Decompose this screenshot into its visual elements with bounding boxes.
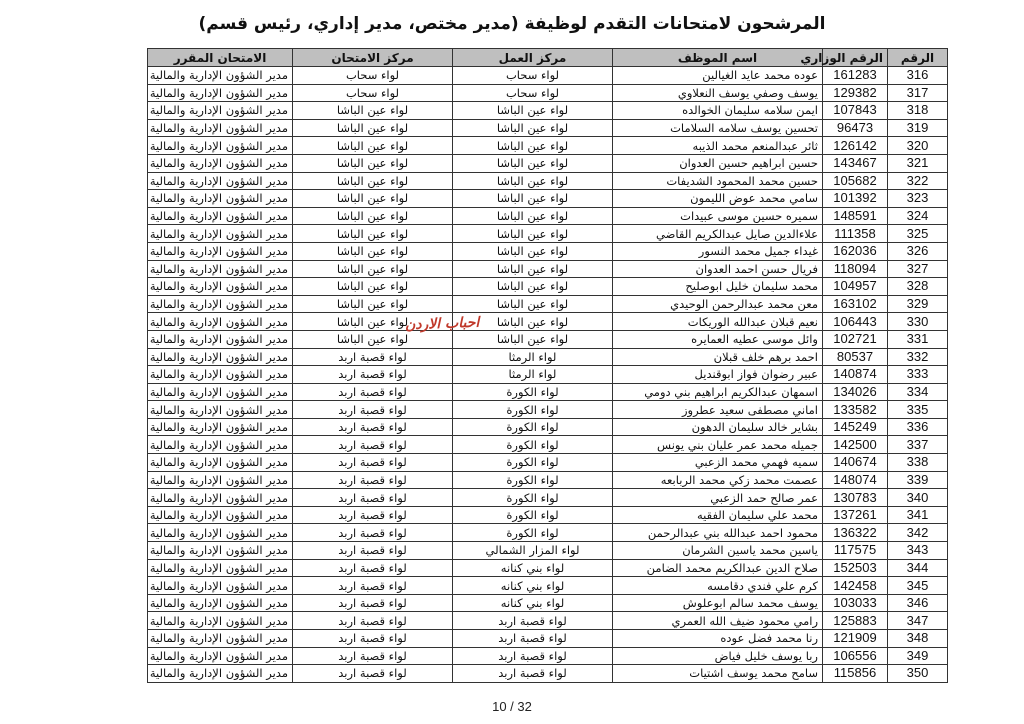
- employee-name-cell: رنا محمد فضل عوده: [613, 630, 823, 648]
- ministry-id-cell: 148074: [823, 471, 888, 489]
- table-row: [148, 366, 948, 384]
- work-center-cell: لواء الكورة: [453, 489, 613, 507]
- table-row: [148, 137, 948, 155]
- header-work-center: مركز العمل: [453, 49, 613, 67]
- employee-name-cell: ربا يوسف خليل فياض: [613, 647, 823, 665]
- ministry-id-cell: 104957: [823, 278, 888, 296]
- scheduled-exam-cell: مدير الشؤون الإدارية والمالية: [148, 172, 293, 190]
- scheduled-exam-cell: مدير الشؤون الإدارية والمالية: [148, 313, 293, 331]
- exam-center-cell: لواء عين الباشا: [293, 137, 453, 155]
- table-row: [148, 278, 948, 296]
- employee-name-cell: محمود احمد عبدالله بني عبدالرحمن: [613, 524, 823, 542]
- row-number-cell: 321: [888, 154, 948, 172]
- row-number-cell: 348: [888, 630, 948, 648]
- exam-center-cell: لواء قصبة اربد: [293, 542, 453, 560]
- work-center-cell: لواء عين الباشا: [453, 154, 613, 172]
- employee-name-cell: غيداء جميل محمد النسور: [613, 242, 823, 260]
- scheduled-exam-cell: مدير الشؤون الإدارية والمالية: [148, 84, 293, 102]
- employee-name-cell: عمر صالح حمد الزعبي: [613, 489, 823, 507]
- ministry-id-cell: 106556: [823, 647, 888, 665]
- exam-center-cell: لواء قصبة اربد: [293, 366, 453, 384]
- table-row: [148, 260, 948, 278]
- row-number-cell: 344: [888, 559, 948, 577]
- scheduled-exam-cell: مدير الشؤون الإدارية والمالية: [148, 542, 293, 560]
- table-row: [148, 154, 948, 172]
- header-scheduled-exam: الامتحان المقرر: [148, 49, 293, 67]
- exam-center-cell: لواء قصبة اربد: [293, 559, 453, 577]
- table-row: [148, 612, 948, 630]
- header-employee-name: اسم الموظف: [613, 49, 823, 67]
- table-body: [148, 67, 948, 683]
- row-number-cell: 345: [888, 577, 948, 595]
- table-row: [148, 401, 948, 419]
- table-row: [148, 594, 948, 612]
- scheduled-exam-cell: مدير الشؤون الإدارية والمالية: [148, 242, 293, 260]
- work-center-cell: لواء بني كنانه: [453, 594, 613, 612]
- row-number-cell: 316: [888, 67, 948, 85]
- work-center-cell: لواء الرمثا: [453, 348, 613, 366]
- ministry-id-cell: 125883: [823, 612, 888, 630]
- scheduled-exam-cell: مدير الشؤون الإدارية والمالية: [148, 137, 293, 155]
- scheduled-exam-cell: مدير الشؤون الإدارية والمالية: [148, 225, 293, 243]
- scheduled-exam-cell: مدير الشؤون الإدارية والمالية: [148, 594, 293, 612]
- row-number-cell: 342: [888, 524, 948, 542]
- employee-name-cell: عبير رضوان فواز ابوقنديل: [613, 366, 823, 384]
- work-center-cell: لواء سحاب: [453, 84, 613, 102]
- ministry-id-cell: 103033: [823, 594, 888, 612]
- employee-name-cell: اماني مصطفى سعيد عطروز: [613, 401, 823, 419]
- table-row: [148, 454, 948, 472]
- table-row: [148, 313, 948, 331]
- ministry-id-cell: 134026: [823, 383, 888, 401]
- ministry-id-cell: 121909: [823, 630, 888, 648]
- employee-name-cell: محمد سليمان خليل ابوصليح: [613, 278, 823, 296]
- work-center-cell: لواء الكورة: [453, 401, 613, 419]
- ministry-id-cell: 115856: [823, 665, 888, 683]
- employee-name-cell: فريال حسن احمد العدوان: [613, 260, 823, 278]
- table-row: [148, 348, 948, 366]
- scheduled-exam-cell: مدير الشؤون الإدارية والمالية: [148, 630, 293, 648]
- ministry-id-cell: 140674: [823, 454, 888, 472]
- exam-center-cell: لواء عين الباشا: [293, 242, 453, 260]
- ministry-id-cell: 163102: [823, 295, 888, 313]
- row-number-cell: 328: [888, 278, 948, 296]
- employee-name-cell: حسين محمد المحمود الشديفات: [613, 172, 823, 190]
- work-center-cell: لواء الرمثا: [453, 366, 613, 384]
- exam-center-cell: لواء قصبة اربد: [293, 401, 453, 419]
- row-number-cell: 336: [888, 418, 948, 436]
- exam-center-cell: لواء سحاب: [293, 67, 453, 85]
- ministry-id-cell: 80537: [823, 348, 888, 366]
- scheduled-exam-cell: مدير الشؤون الإدارية والمالية: [148, 383, 293, 401]
- row-number-cell: 317: [888, 84, 948, 102]
- ministry-id-cell: 140874: [823, 366, 888, 384]
- employee-name-cell: وائل موسى عطيه العمايره: [613, 330, 823, 348]
- row-number-cell: 340: [888, 489, 948, 507]
- scheduled-exam-cell: مدير الشؤون الإدارية والمالية: [148, 401, 293, 419]
- exam-center-cell: لواء قصبة اربد: [293, 436, 453, 454]
- table-row: [148, 172, 948, 190]
- row-number-cell: 318: [888, 102, 948, 120]
- exam-center-cell: لواء عين الباشا: [293, 102, 453, 120]
- row-number-cell: 339: [888, 471, 948, 489]
- employee-name-cell: سامح محمد يوسف اشتيات: [613, 665, 823, 683]
- work-center-cell: لواء الكورة: [453, 506, 613, 524]
- exam-center-cell: لواء عين الباشا: [293, 260, 453, 278]
- table-row: [148, 295, 948, 313]
- work-center-cell: لواء الكورة: [453, 436, 613, 454]
- scheduled-exam-cell: مدير الشؤون الإدارية والمالية: [148, 154, 293, 172]
- table-row: [148, 489, 948, 507]
- exam-center-cell: لواء سحاب: [293, 84, 453, 102]
- employee-name-cell: رامي محمود ضيف الله العمري: [613, 612, 823, 630]
- ministry-id-cell: 142458: [823, 577, 888, 595]
- row-number-cell: 343: [888, 542, 948, 560]
- employee-name-cell: يوسف محمد سالم ابوعلوش: [613, 594, 823, 612]
- work-center-cell: لواء عين الباشا: [453, 295, 613, 313]
- ministry-id-cell: 148591: [823, 207, 888, 225]
- work-center-cell: لواء سحاب: [453, 67, 613, 85]
- employee-name-cell: معن محمد عبدالرحمن الوحيدي: [613, 295, 823, 313]
- work-center-cell: لواء بني كنانه: [453, 559, 613, 577]
- ministry-id-cell: 107843: [823, 102, 888, 120]
- exam-center-cell: لواء عين الباشا: [293, 154, 453, 172]
- work-center-cell: لواء عين الباشا: [453, 278, 613, 296]
- work-center-cell: لواء عين الباشا: [453, 137, 613, 155]
- exam-center-cell: لواء قصبة اربد: [293, 418, 453, 436]
- exam-center-cell: لواء قصبة اربد: [293, 524, 453, 542]
- table-row: [148, 67, 948, 85]
- employee-name-cell: تحسين يوسف سلامه السلامات: [613, 119, 823, 137]
- scheduled-exam-cell: مدير الشؤون الإدارية والمالية: [148, 436, 293, 454]
- work-center-cell: لواء قصبة اربد: [453, 630, 613, 648]
- scheduled-exam-cell: مدير الشؤون الإدارية والمالية: [148, 524, 293, 542]
- ministry-id-cell: 143467: [823, 154, 888, 172]
- watermark-text: احباب الاردن: [404, 314, 480, 334]
- row-number-cell: 331: [888, 330, 948, 348]
- work-center-cell: لواء عين الباشا: [453, 330, 613, 348]
- scheduled-exam-cell: مدير الشؤون الإدارية والمالية: [148, 471, 293, 489]
- work-center-cell: لواء عين الباشا: [453, 242, 613, 260]
- row-number-cell: 324: [888, 207, 948, 225]
- work-center-cell: لواء عين الباشا: [453, 260, 613, 278]
- candidates-table: [147, 48, 948, 683]
- employee-name-cell: بشاير خالد سليمان الدهون: [613, 418, 823, 436]
- ministry-id-cell: 142500: [823, 436, 888, 454]
- scheduled-exam-cell: مدير الشؤون الإدارية والمالية: [148, 454, 293, 472]
- ministry-id-cell: 105682: [823, 172, 888, 190]
- exam-center-cell: لواء عين الباشا: [293, 207, 453, 225]
- exam-center-cell: لواء قصبة اربد: [293, 577, 453, 595]
- work-center-cell: لواء عين الباشا: [453, 190, 613, 208]
- scheduled-exam-cell: مدير الشؤون الإدارية والمالية: [148, 119, 293, 137]
- row-number-cell: 320: [888, 137, 948, 155]
- ministry-id-cell: 96473: [823, 119, 888, 137]
- employee-name-cell: عوده محمد عايد الغيالين: [613, 67, 823, 85]
- row-number-cell: 319: [888, 119, 948, 137]
- row-number-cell: 323: [888, 190, 948, 208]
- work-center-cell: لواء عين الباشا: [453, 119, 613, 137]
- row-number-cell: 335: [888, 401, 948, 419]
- scheduled-exam-cell: مدير الشؤون الإدارية والمالية: [148, 190, 293, 208]
- header-ministry-id: الرقم الوزاري: [823, 49, 888, 67]
- work-center-cell: لواء الكورة: [453, 471, 613, 489]
- employee-name-cell: جميله محمد عمر عليان بني يونس: [613, 436, 823, 454]
- row-number-cell: 333: [888, 366, 948, 384]
- ministry-id-cell: 106443: [823, 313, 888, 331]
- table-row: [148, 418, 948, 436]
- work-center-cell: لواء عين الباشا: [453, 102, 613, 120]
- exam-center-cell: لواء عين الباشا: [293, 278, 453, 296]
- work-center-cell: لواء قصبة اربد: [453, 647, 613, 665]
- row-number-cell: 338: [888, 454, 948, 472]
- table-row: [148, 506, 948, 524]
- scheduled-exam-cell: مدير الشؤون الإدارية والمالية: [148, 67, 293, 85]
- row-number-cell: 347: [888, 612, 948, 630]
- table-row: [148, 436, 948, 454]
- scheduled-exam-cell: مدير الشؤون الإدارية والمالية: [148, 207, 293, 225]
- exam-center-cell: لواء قصبة اربد: [293, 383, 453, 401]
- work-center-cell: لواء الكورة: [453, 418, 613, 436]
- row-number-cell: 346: [888, 594, 948, 612]
- employee-name-cell: احمد برهم خلف قبلان: [613, 348, 823, 366]
- table-header-row: [148, 49, 948, 67]
- table-row: [148, 471, 948, 489]
- row-number-cell: 325: [888, 225, 948, 243]
- row-number-cell: 341: [888, 506, 948, 524]
- employee-name-cell: يوسف وصفي يوسف النعلاوي: [613, 84, 823, 102]
- exam-center-cell: لواء عين الباشا: [293, 119, 453, 137]
- scheduled-exam-cell: مدير الشؤون الإدارية والمالية: [148, 506, 293, 524]
- exam-center-cell: لواء عين الباشا: [293, 330, 453, 348]
- employee-name-cell: سميه فهمي محمد الزعبي: [613, 454, 823, 472]
- row-number-cell: 334: [888, 383, 948, 401]
- exam-center-cell: لواء قصبة اربد: [293, 506, 453, 524]
- table-row: [148, 225, 948, 243]
- ministry-id-cell: 145249: [823, 418, 888, 436]
- scheduled-exam-cell: مدير الشؤون الإدارية والمالية: [148, 260, 293, 278]
- work-center-cell: لواء الكورة: [453, 383, 613, 401]
- scheduled-exam-cell: مدير الشؤون الإدارية والمالية: [148, 348, 293, 366]
- header-exam-center: مركز الامتحان: [293, 49, 453, 67]
- ministry-id-cell: 137261: [823, 506, 888, 524]
- exam-center-cell: لواء عين الباشا: [293, 295, 453, 313]
- table-row: [148, 647, 948, 665]
- table-row: [148, 190, 948, 208]
- exam-center-cell: لواء قصبة اربد: [293, 647, 453, 665]
- scheduled-exam-cell: مدير الشؤون الإدارية والمالية: [148, 102, 293, 120]
- exam-center-cell: لواء قصبة اربد: [293, 612, 453, 630]
- ministry-id-cell: 118094: [823, 260, 888, 278]
- row-number-cell: 327: [888, 260, 948, 278]
- exam-center-cell: لواء عين الباشا: [293, 225, 453, 243]
- scheduled-exam-cell: مدير الشؤون الإدارية والمالية: [148, 612, 293, 630]
- scheduled-exam-cell: مدير الشؤون الإدارية والمالية: [148, 665, 293, 683]
- exam-center-cell: لواء قصبة اربد: [293, 471, 453, 489]
- scheduled-exam-cell: مدير الشؤون الإدارية والمالية: [148, 278, 293, 296]
- ministry-id-cell: 101392: [823, 190, 888, 208]
- ministry-id-cell: 102721: [823, 330, 888, 348]
- work-center-cell: لواء قصبة اربد: [453, 612, 613, 630]
- table-row: [148, 207, 948, 225]
- scheduled-exam-cell: مدير الشؤون الإدارية والمالية: [148, 577, 293, 595]
- ministry-id-cell: 136322: [823, 524, 888, 542]
- table-row: [148, 383, 948, 401]
- ministry-id-cell: 126142: [823, 137, 888, 155]
- scheduled-exam-cell: مدير الشؤون الإدارية والمالية: [148, 647, 293, 665]
- employee-name-cell: محمد علي سليمان الفقيه: [613, 506, 823, 524]
- ministry-id-cell: 152503: [823, 559, 888, 577]
- exam-center-cell: لواء قصبة اربد: [293, 665, 453, 683]
- ministry-id-cell: 130783: [823, 489, 888, 507]
- page-title: المرشحون لامتحانات التقدم لوظيفة (مدير مختص، مدير إداري، رئيس قسم): [198, 14, 826, 34]
- ministry-id-cell: 129382: [823, 84, 888, 102]
- work-center-cell: لواء عين الباشا: [453, 172, 613, 190]
- table-row: [148, 559, 948, 577]
- scheduled-exam-cell: مدير الشؤون الإدارية والمالية: [148, 366, 293, 384]
- scheduled-exam-cell: مدير الشؤون الإدارية والمالية: [148, 418, 293, 436]
- row-number-cell: 349: [888, 647, 948, 665]
- employee-name-cell: سامي محمد عوض الليمون: [613, 190, 823, 208]
- work-center-cell: لواء الكورة: [453, 454, 613, 472]
- exam-center-cell: لواء قصبة اربد: [293, 454, 453, 472]
- row-number-cell: 329: [888, 295, 948, 313]
- row-number-cell: 326: [888, 242, 948, 260]
- row-number-cell: 337: [888, 436, 948, 454]
- scheduled-exam-cell: مدير الشؤون الإدارية والمالية: [148, 295, 293, 313]
- ministry-id-cell: 117575: [823, 542, 888, 560]
- table-row: [148, 330, 948, 348]
- table-row: [148, 119, 948, 137]
- exam-center-cell: لواء عين الباشا: [293, 190, 453, 208]
- work-center-cell: لواء بني كنانه: [453, 577, 613, 595]
- table-row: [148, 577, 948, 595]
- ministry-id-cell: 161283: [823, 67, 888, 85]
- table-row: [148, 84, 948, 102]
- row-number-cell: 330: [888, 313, 948, 331]
- table-row: [148, 524, 948, 542]
- table-row: [148, 665, 948, 683]
- work-center-cell: لواء عين الباشا: [453, 207, 613, 225]
- exam-center-cell: لواء قصبة اربد: [293, 489, 453, 507]
- employee-name-cell: عصمت محمد زكي محمد الربابعه: [613, 471, 823, 489]
- table-row: [148, 242, 948, 260]
- exam-center-cell: لواء قصبة اربد: [293, 630, 453, 648]
- employee-name-cell: صلاح الدين عبدالكريم محمد الضامن: [613, 559, 823, 577]
- row-number-cell: 350: [888, 665, 948, 683]
- ministry-id-cell: 133582: [823, 401, 888, 419]
- employee-name-cell: ثائر عبدالمنعم محمد الذيبه: [613, 137, 823, 155]
- table-row: [148, 102, 948, 120]
- work-center-cell: لواء عين الباشا: [453, 225, 613, 243]
- exam-center-cell: لواء قصبة اربد: [293, 348, 453, 366]
- candidates-table-container: [147, 48, 947, 683]
- table-row: [148, 630, 948, 648]
- exam-center-cell: لواء قصبة اربد: [293, 594, 453, 612]
- employee-name-cell: حسين ابراهيم حسين العدوان: [613, 154, 823, 172]
- exam-center-cell: لواء عين الباشا: [293, 313, 453, 331]
- employee-name-cell: ياسين محمد ياسين الشرمان: [613, 542, 823, 560]
- scheduled-exam-cell: مدير الشؤون الإدارية والمالية: [148, 559, 293, 577]
- work-center-cell: لواء المزار الشمالي: [453, 542, 613, 560]
- scheduled-exam-cell: مدير الشؤون الإدارية والمالية: [148, 489, 293, 507]
- work-center-cell: لواء قصبة اربد: [453, 665, 613, 683]
- employee-name-cell: نعيم قبلان عبدالله الوريكات: [613, 313, 823, 331]
- work-center-cell: لواء الكورة: [453, 524, 613, 542]
- row-number-cell: 332: [888, 348, 948, 366]
- header-number: الرقم: [888, 49, 948, 67]
- ministry-id-cell: 162036: [823, 242, 888, 260]
- table-row: [148, 542, 948, 560]
- scheduled-exam-cell: مدير الشؤون الإدارية والمالية: [148, 330, 293, 348]
- employee-name-cell: اسمهان عبدالكريم ابراهيم بني دومي: [613, 383, 823, 401]
- row-number-cell: 322: [888, 172, 948, 190]
- work-center-cell: لواء عين الباشا: [453, 313, 613, 331]
- page-number: 10 / 32: [492, 699, 532, 714]
- employee-name-cell: سميره حسين موسى عبيدات: [613, 207, 823, 225]
- ministry-id-cell: 111358: [823, 225, 888, 243]
- employee-name-cell: علاءالدين صايل عبدالكريم القاضي: [613, 225, 823, 243]
- employee-name-cell: كرم علي فندي دقامسه: [613, 577, 823, 595]
- exam-center-cell: لواء عين الباشا: [293, 172, 453, 190]
- employee-name-cell: ايمن سلامه سليمان الخوالده: [613, 102, 823, 120]
